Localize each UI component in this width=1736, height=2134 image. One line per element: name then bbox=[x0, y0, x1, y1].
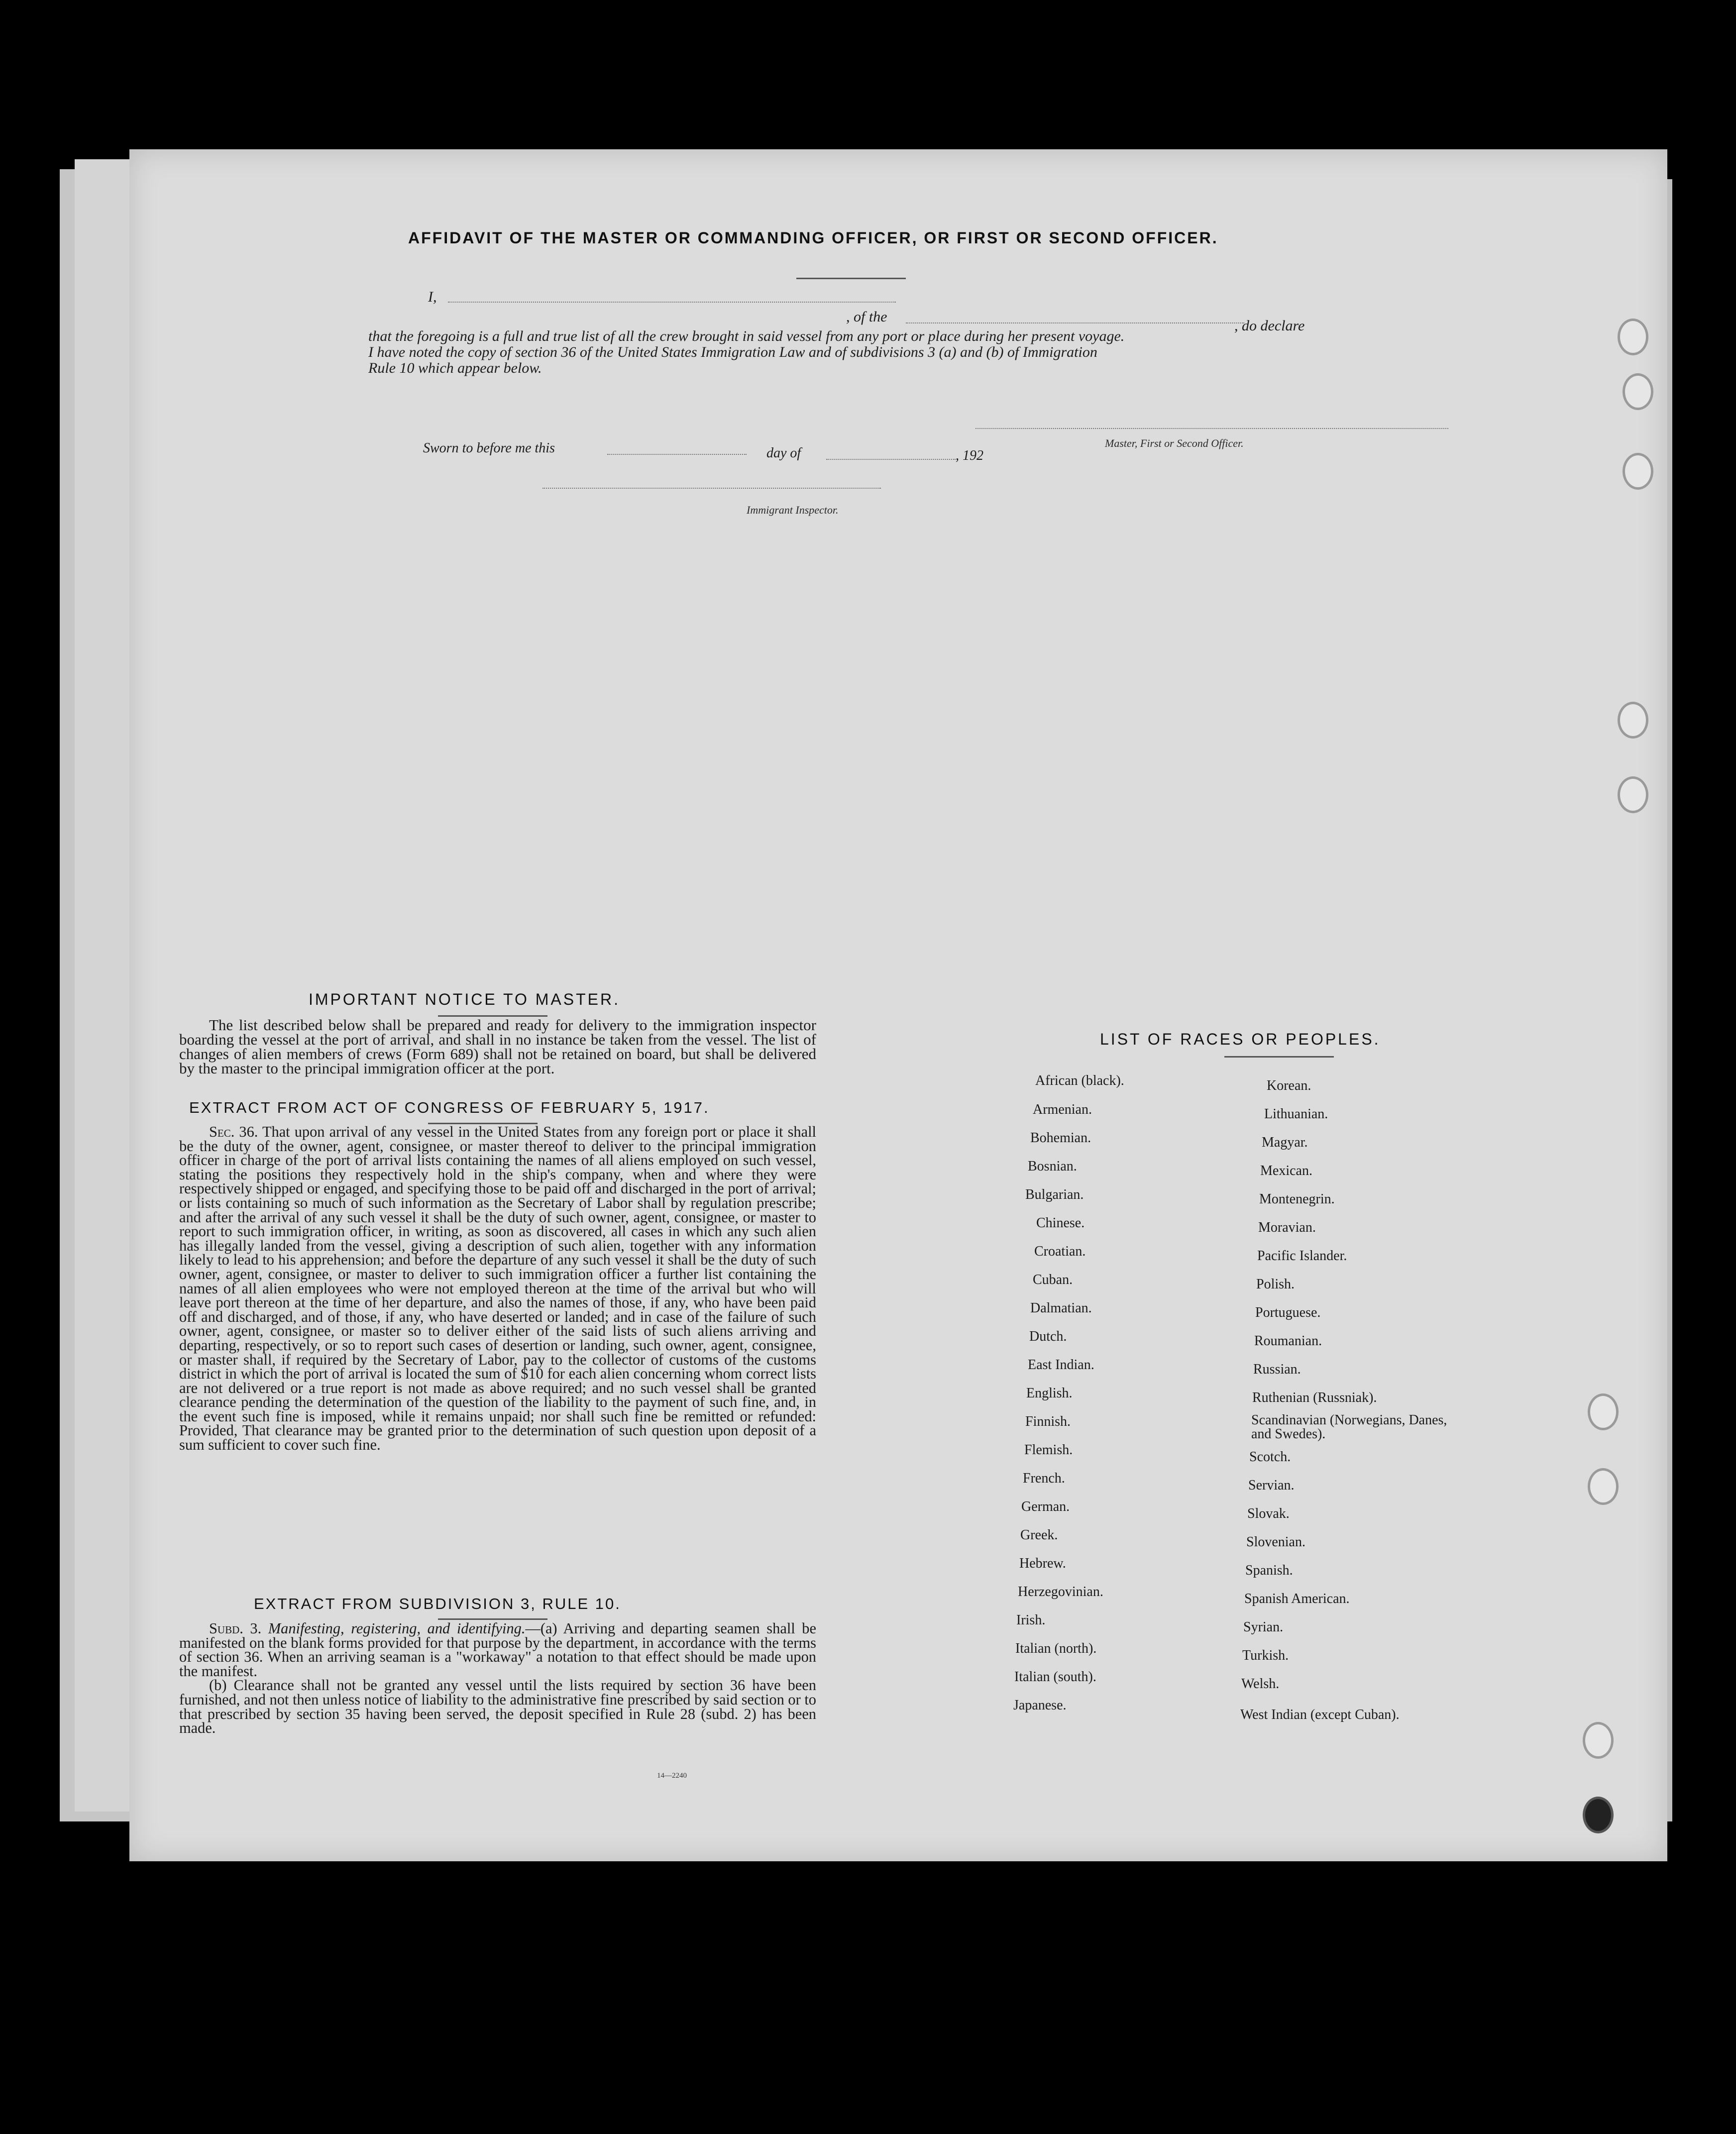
race-item: Finnish. bbox=[1025, 1414, 1071, 1429]
punch-hole-icon bbox=[1583, 1722, 1614, 1759]
punch-hole-icon bbox=[1623, 453, 1653, 490]
inspector-caption: Immigrant Inspector. bbox=[747, 504, 839, 516]
race-item: Ruthenian (Russniak). bbox=[1252, 1390, 1377, 1405]
race-item: English. bbox=[1026, 1386, 1073, 1401]
race-item: Welsh. bbox=[1241, 1676, 1280, 1692]
race-item: Bulgarian. bbox=[1025, 1187, 1084, 1202]
sworn-text: Sworn to before me this bbox=[423, 440, 555, 456]
act-paragraph: That upon arrival of any vessel in the United States from any foreign port or place it shall be the duty of the owner, agent, consignee, or master thereof to deliver to the principal immigration officer in charge of the port of arrival lists containing the names of all aliens employed on such vessel, stating the positions they respectively hold in the ship's company, when and where they were respectively shipped or engaged, and specifying those to be paid off and discharged in the port of arrival; or lists containing so much of such information as the Secretary of Labor shall by regulation prescribe; and after the arrival of any such vessel it shall be the duty of such owner, agent, consignee, or master to report to such immigration officer, in writing, as soon as discovered, all cases in which any such alien has illegally landed from the vessel, giving a description of such alien, together with any information likely to lead to his apprehension; and before the departure of any such vessel it shall be the duty of such owner, agent, consignee, or master to deliver to such immigration officer a further list containing the names of all alien employees who were not employed thereon at the time of the arrival but who will leave port thereon at the time of her departure, and also the names of those, if any, who have been paid off and discharged, and of those, if any, who have deserted or landed; and in case of the failure of such owner, agent, consignee, or master so to deliver either of the said lists of such aliens arriving and departing, respectively, or so to report such cases of desertion or landing, such owner, agent, consignee, or master shall, if required by the Secretary of Labor, pay to the collector of customs of the customs district in which the port of arrival is located the sum of $10 for each alien concerning whom correct lists are not delivered or a true report is not made as above required; and no such vessel shall be granted clearance pending the determination of the question of the liability to the payment of such fine, and, in the event such fine is imposed, while it remains unpaid; nor shall such fine be remitted or refunded: Provided, That clearance may be granted prior to the determination of such question upon deposit of a sum sufficient to cover such fine. bbox=[179, 1123, 816, 1454]
rule-subd-heading: Manifesting, registering, and identifying. bbox=[268, 1620, 526, 1637]
race-item: Bohemian. bbox=[1030, 1130, 1091, 1146]
punch-hole-icon bbox=[1618, 702, 1648, 739]
divider bbox=[796, 278, 906, 279]
rule-subd-label: Subd. 3. bbox=[209, 1620, 262, 1637]
race-item: Irish. bbox=[1016, 1612, 1046, 1628]
punch-hole-icon bbox=[1583, 1797, 1614, 1833]
signature-line bbox=[976, 428, 1448, 429]
affidavit-text bbox=[368, 328, 1473, 376]
act-text bbox=[179, 1125, 816, 1452]
notice-title: IMPORTANT NOTICE TO MASTER. bbox=[309, 990, 620, 1008]
race-item: Armenian. bbox=[1033, 1102, 1092, 1117]
inspector-line bbox=[542, 488, 881, 489]
race-item: Moravian. bbox=[1258, 1220, 1316, 1235]
races-title: LIST OF RACES OR PEOPLES. bbox=[1100, 1030, 1381, 1048]
race-item: Servian. bbox=[1248, 1478, 1295, 1493]
race-item: Dalmatian. bbox=[1030, 1300, 1092, 1316]
race-item: Portuguese. bbox=[1255, 1305, 1321, 1320]
notice-paragraph: The list described below shall be prepared and ready for delivery to the immigration inspector boarding the vessel at the port of arrival, and shall in no instance be taken from the vessel. The list of changes of alien members of crews (Form 689) shall not be retained on board, but shall be delivered by the master to the principal immigration officer at the port. bbox=[179, 1016, 816, 1077]
race-item: Chinese. bbox=[1036, 1215, 1085, 1231]
race-item: Polish. bbox=[1256, 1277, 1295, 1292]
race-item: Cuban. bbox=[1033, 1272, 1073, 1287]
affidavit-line-3: I have noted the copy of section 36 of the United States Immigration Law and of subdivisions 3 (a) and (b) of Immigration bbox=[368, 344, 1097, 360]
name-line bbox=[448, 302, 896, 303]
race-item: Hebrew. bbox=[1019, 1556, 1066, 1571]
punch-hole-icon bbox=[1588, 1468, 1619, 1505]
notice-text bbox=[179, 1018, 816, 1075]
form-number: 14—2240 bbox=[657, 1772, 687, 1780]
race-item: Spanish American. bbox=[1244, 1591, 1350, 1606]
affidavit-line-4: Rule 10 which appear below. bbox=[368, 360, 542, 376]
race-item: French. bbox=[1023, 1471, 1065, 1486]
act-title: EXTRACT FROM ACT OF CONGRESS OF FEBRUARY 5, 1917. bbox=[189, 1099, 710, 1116]
race-item: Korean. bbox=[1267, 1078, 1311, 1093]
race-item: Lithuanian. bbox=[1264, 1106, 1328, 1122]
race-item: Mexican. bbox=[1260, 1163, 1312, 1178]
document-page bbox=[129, 149, 1667, 1861]
race-item: Japanese. bbox=[1013, 1698, 1067, 1713]
affidavit-i: I, bbox=[428, 289, 437, 305]
affidavit-line-2: that the foregoing is a full and true list of all the crew brought in said vessel from any port or place during her present voyage. bbox=[368, 328, 1125, 344]
rule-text bbox=[179, 1621, 816, 1735]
race-item: Dutch. bbox=[1029, 1329, 1067, 1344]
race-item: Magyar. bbox=[1262, 1135, 1308, 1150]
race-item: Spanish. bbox=[1245, 1563, 1293, 1578]
race-item: West Indian (except Cuban). bbox=[1240, 1707, 1400, 1722]
race-item: Greek. bbox=[1020, 1527, 1058, 1543]
race-item: Italian (north). bbox=[1015, 1641, 1097, 1656]
race-item: Scotch. bbox=[1249, 1449, 1291, 1465]
rule-para-a: —(a) Arriving and departing seamen shall be manifested on the blank forms provided for that purpose by the department, in accordance with the terms of section 36. When an arriving seaman is a "workaway" a notation to that effect should be made upon the manifest. bbox=[179, 1620, 816, 1680]
divider bbox=[1224, 1056, 1334, 1058]
race-item: African (black). bbox=[1035, 1073, 1124, 1088]
race-item: Turkish. bbox=[1242, 1648, 1289, 1663]
race-item: Croatian. bbox=[1034, 1244, 1086, 1259]
month-line bbox=[826, 459, 956, 460]
race-item: Slovak. bbox=[1247, 1506, 1290, 1521]
race-item: German. bbox=[1021, 1499, 1070, 1514]
affidavit-of-the: , of the bbox=[846, 309, 887, 325]
punch-hole-icon bbox=[1588, 1393, 1619, 1430]
punch-hole-icon bbox=[1618, 776, 1648, 813]
race-item: Italian (south). bbox=[1014, 1669, 1096, 1685]
race-item: Montenegrin. bbox=[1259, 1191, 1335, 1207]
vessel-line bbox=[906, 322, 1244, 323]
race-item: Syrian. bbox=[1243, 1619, 1284, 1635]
race-item: Pacific Islander. bbox=[1257, 1248, 1347, 1264]
affidavit-title: AFFIDAVIT OF THE MASTER OR COMMANDING OFFICER, OR FIRST OR SECOND OFFICER. bbox=[408, 229, 1218, 247]
race-item: Roumanian. bbox=[1254, 1333, 1322, 1349]
race-item: Flemish. bbox=[1024, 1442, 1073, 1458]
day-of: day of bbox=[766, 445, 801, 461]
signature-caption: Master, First or Second Officer. bbox=[1105, 437, 1244, 449]
punch-hole-icon bbox=[1623, 373, 1653, 410]
day-line bbox=[607, 454, 747, 455]
act-sec-label: Sec. 36. bbox=[209, 1123, 258, 1140]
affidavit-do-declare: , do declare bbox=[1234, 318, 1305, 334]
punch-hole-icon bbox=[1618, 319, 1648, 355]
race-item: Herzegovinian. bbox=[1018, 1584, 1103, 1600]
race-item: East Indian. bbox=[1028, 1357, 1094, 1373]
race-item: Slovenian. bbox=[1246, 1534, 1305, 1550]
race-item: Bosnian. bbox=[1028, 1159, 1077, 1174]
rule-title: EXTRACT FROM SUBDIVISION 3, RULE 10. bbox=[254, 1595, 621, 1612]
race-item: Scandinavian (Norwegians, Danes, and Swedes). bbox=[1251, 1412, 1447, 1442]
race-item: Russian. bbox=[1253, 1362, 1301, 1377]
year-label: , 192 bbox=[956, 448, 983, 463]
rule-para-b: (b) Clearance shall not be granted any vessel until the lists required by section 36 have been furnished, and not then unless notice of liability to the administrative fine prescribed by said section or to that prescribed by section 35 having been served, the deposit specified in Rule 28 (subd. 2) has been made. bbox=[179, 1677, 816, 1737]
